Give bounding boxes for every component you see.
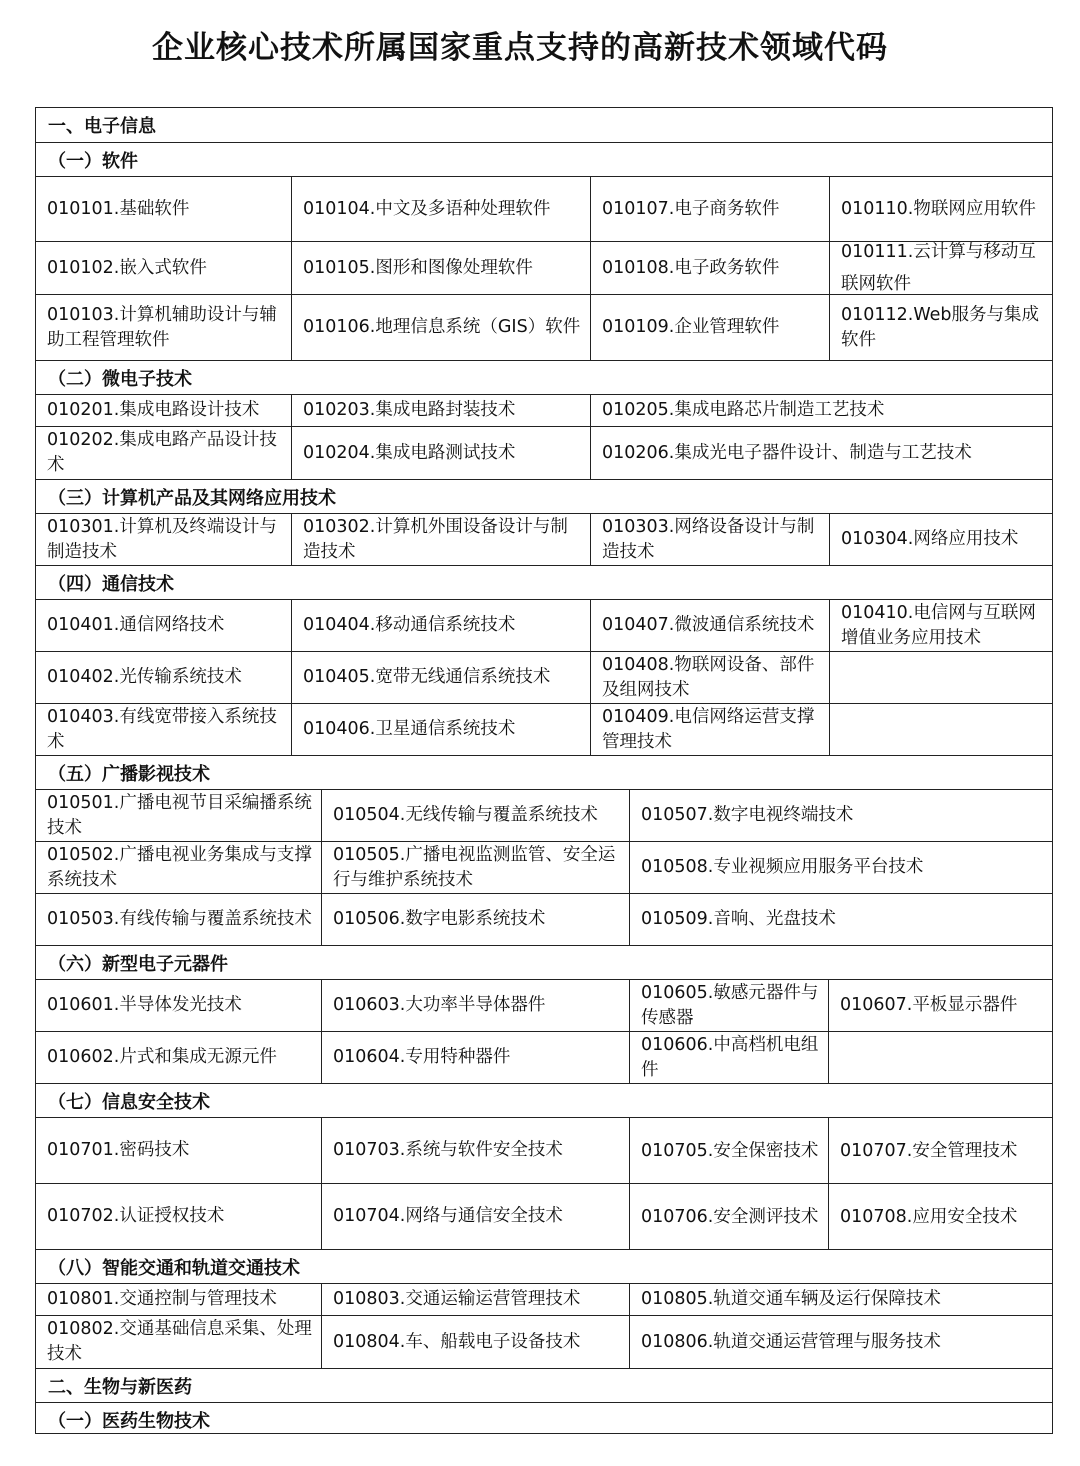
- code-cell-010803: 010803.交通运输运营管理技术: [321, 1284, 629, 1315]
- section-label: （三）计算机产品及其网络应用技术: [48, 487, 336, 509]
- section-header: [36, 1368, 1052, 1402]
- code-cell-010301: 010301.计算机及终端设计与制造技术: [47, 516, 277, 562]
- table-row: [36, 241, 1052, 294]
- code-cell-010707: 010707.安全管理技术: [828, 1118, 1052, 1183]
- code-cell-010105: 010105.图形和图像处理软件: [291, 242, 590, 294]
- code-cell-010109: 010109.企业管理软件: [590, 295, 829, 360]
- code-cell-010201: 010201.集成电路设计技术: [47, 400, 260, 420]
- table-row: [36, 294, 1052, 360]
- code-cell-010302: 010302.计算机外围设备设计与制造技术: [291, 514, 590, 565]
- code-cell-010101: 010101.基础软件: [47, 198, 190, 219]
- table-row: [36, 703, 1052, 755]
- code-cell-010104: 010104.中文及多语种处理软件: [291, 177, 590, 241]
- code-cell-010604: 010604.专用特种器件: [321, 1032, 629, 1083]
- code-cell-010401: 010401.通信网络技术: [47, 615, 225, 635]
- code-cell-010404: 010404.移动通信系统技术: [291, 600, 590, 651]
- code-cell-010508: 010508.专业视频应用服务平台技术: [629, 842, 1052, 893]
- table-row: [36, 841, 1052, 893]
- code-cell-010407: 010407.微波通信系统技术: [590, 600, 829, 651]
- section-label: （七）信息安全技术: [48, 1091, 210, 1113]
- code-cell-010704: 010704.网络与通信安全技术: [321, 1184, 629, 1249]
- code-cell-010802: 010802.交通基础信息采集、处理技术: [47, 1319, 312, 1364]
- section-label: （五）广播影视技术: [48, 763, 210, 785]
- table-row: [36, 1283, 1052, 1315]
- code-cell-010507: 010507.数字电视终端技术: [629, 790, 1052, 841]
- table-row: [36, 426, 1052, 479]
- table-row: [36, 1315, 1052, 1368]
- code-cell-010501: 010501.广播电视节目采编播系统技术: [47, 792, 312, 838]
- section-header: [36, 142, 1052, 176]
- code-cell-010406: 010406.卫星通信系统技术: [291, 704, 590, 755]
- section-header: [36, 565, 1052, 599]
- code-cell-010801: 010801.交通控制与管理技术: [47, 1289, 277, 1309]
- section-label: （一）医药生物技术: [48, 1410, 210, 1432]
- code-cell-010206: 010206.集成光电子器件设计、制造与工艺技术: [590, 427, 1052, 479]
- code-cell-010103: 010103.计算机辅助设计与辅助工程管理软件: [47, 304, 277, 350]
- table-row: [36, 176, 1052, 241]
- table-row: [36, 1183, 1052, 1249]
- code-cell-010202: 010202.集成电路产品设计技术: [47, 430, 277, 475]
- code-cell-010506: 010506.数字电影系统技术: [321, 894, 629, 945]
- section-label: （一）软件: [48, 150, 138, 172]
- table-row: [36, 789, 1052, 841]
- code-cell-010703: 010703.系统与软件安全技术: [321, 1118, 629, 1183]
- code-cell-010410: 010410.电信网与互联网增值业务应用技术: [829, 600, 1052, 651]
- code-cell-010504: 010504.无线传输与覆盖系统技术: [321, 790, 629, 841]
- empty-cell: [829, 652, 1052, 703]
- table-row: [36, 599, 1052, 651]
- section-header: [36, 1083, 1052, 1117]
- code-cell-010509: 010509.音响、光盘技术: [629, 894, 1052, 945]
- page-title: 企业核心技术所属国家重点支持的高新技术领域代码: [152, 30, 888, 66]
- section-header: [36, 360, 1052, 394]
- code-cell-010110: 010110.物联网应用软件: [829, 177, 1052, 241]
- table-row: [36, 1117, 1052, 1183]
- code-cell-010409: 010409.电信网络运营支撑管理技术: [590, 704, 829, 755]
- table-row: [36, 1031, 1052, 1083]
- code-cell-010502: 010502.广播电视业务集成与支撑系统技术: [47, 844, 312, 890]
- code-cell-010601: 010601.半导体发光技术: [47, 995, 242, 1015]
- code-cell-010111: 010111.云计算与移动互联网软件: [829, 242, 1052, 294]
- code-cell-010806: 010806.轨道交通运营管理与服务技术: [629, 1316, 1052, 1368]
- empty-cell: [828, 1032, 1052, 1083]
- code-cell-010106: 010106.地理信息系统（GIS）软件: [291, 295, 590, 360]
- section-label: （四）通信技术: [48, 573, 174, 595]
- code-cell-010503: 010503.有线传输与覆盖系统技术: [47, 909, 312, 929]
- section-label: （二）微电子技术: [48, 368, 192, 390]
- table-row: [36, 651, 1052, 703]
- code-cell-010402: 010402.光传输系统技术: [47, 667, 242, 687]
- code-cell-010602: 010602.片式和集成无源元件: [47, 1047, 277, 1067]
- code-cell-010107: 010107.电子商务软件: [590, 177, 829, 241]
- code-cell-010708: 010708.应用安全技术: [828, 1184, 1052, 1249]
- section-label: 二、生物与新医药: [48, 1376, 192, 1398]
- section-header: [36, 1249, 1052, 1283]
- section-label: （八）智能交通和轨道交通技术: [48, 1257, 300, 1279]
- code-cell-010603: 010603.大功率半导体器件: [321, 980, 629, 1031]
- code-cell-010205: 010205.集成电路芯片制造工艺技术: [590, 395, 1052, 426]
- code-cell-010705: 010705.安全保密技术: [629, 1118, 828, 1183]
- code-cell-010102: 010102.嵌入式软件: [47, 257, 207, 278]
- code-cell-010405: 010405.宽带无线通信系统技术: [291, 652, 590, 703]
- code-cell-010112: 010112.Web服务与集成软件: [829, 295, 1052, 360]
- code-cell-010805: 010805.轨道交通车辆及运行保障技术: [629, 1284, 1052, 1315]
- section-label: （六）新型电子元器件: [48, 953, 228, 975]
- code-table: [35, 107, 1053, 1434]
- section-header: [36, 1402, 1052, 1434]
- code-cell-010702: 010702.认证授权技术: [47, 1206, 225, 1226]
- code-cell-010505: 010505.广播电视监测监管、安全运行与维护系统技术: [321, 842, 629, 893]
- table-row: [36, 979, 1052, 1031]
- code-cell-010706: 010706.安全测评技术: [629, 1184, 828, 1249]
- section-header: [36, 945, 1052, 979]
- code-cell-010303: 010303.网络设备设计与制造技术: [590, 514, 829, 565]
- code-cell-010701: 010701.密码技术: [47, 1140, 190, 1160]
- code-cell-010108: 010108.电子政务软件: [590, 242, 829, 294]
- section-header: [36, 108, 1052, 142]
- code-cell-010605: 010605.敏感元器件与传感器: [629, 980, 828, 1031]
- section-label: 一、电子信息: [48, 116, 156, 137]
- code-cell-010408: 010408.物联网设备、部件及组网技术: [590, 652, 829, 703]
- table-row: [36, 513, 1052, 565]
- table-row: [36, 394, 1052, 426]
- code-cell-010203: 010203.集成电路封装技术: [291, 395, 590, 426]
- code-cell-010304: 010304.网络应用技术: [829, 514, 1052, 565]
- code-cell-010204: 010204.集成电路测试技术: [291, 427, 590, 479]
- table-row: [36, 893, 1052, 945]
- code-cell-010607: 010607.平板显示器件: [828, 980, 1052, 1031]
- empty-cell: [829, 704, 1052, 755]
- section-header: [36, 479, 1052, 513]
- code-cell-010403: 010403.有线宽带接入系统技术: [47, 706, 277, 752]
- code-cell-010804: 010804.车、船载电子设备技术: [321, 1316, 629, 1368]
- section-header: [36, 755, 1052, 789]
- code-cell-010606: 010606.中高档机电组件: [629, 1032, 828, 1083]
